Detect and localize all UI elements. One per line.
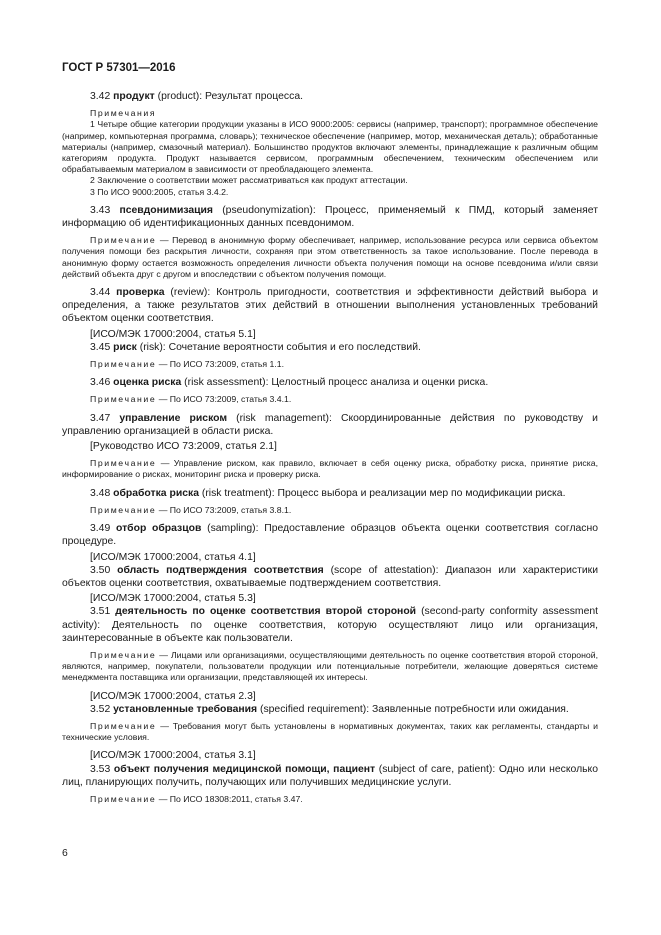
source-reference: [ИСО/МЭК 17000:2004, статья 2.3]: [90, 690, 256, 702]
term: деятельность по оценке соответствия второй стороной: [115, 606, 417, 618]
term-entry-3-46: [62, 376, 598, 389]
definition: (second-party conformity assessment activity): Деятельность по оценке соответствия, которую осуществляют лицо или организация, заинтересованные в объекте как пользователи.: [62, 606, 599, 644]
page-number: 6: [62, 848, 68, 859]
note: [62, 721, 598, 743]
entry-number: 3.48: [90, 487, 111, 499]
note: [62, 650, 598, 684]
term: управление риском: [119, 412, 228, 424]
note-label: Примечание: [90, 504, 157, 515]
note: [62, 458, 598, 480]
term-entry-3-42: [62, 90, 598, 103]
term: продукт: [113, 91, 155, 102]
term-entry-3-44: [62, 286, 598, 326]
note-text: — По ИСО 73:2009, статья 1.1.: [156, 359, 285, 370]
definition: (subject of care, patient): Одно или несколько лиц, планирующих получить, получающих или получивших медицинские услуги.: [62, 763, 598, 788]
term-entry-3-45: [62, 341, 598, 354]
source-reference: [ИСО/МЭК 17000:2004, статья 5.1]: [90, 328, 256, 340]
entry-number: 3.44: [90, 287, 111, 299]
notes-heading: Примечания: [90, 108, 157, 119]
term-entry-3-47: [62, 412, 598, 438]
note-text: — По ИСО 73:2009, статья 3.8.1.: [156, 504, 292, 515]
note: [62, 235, 598, 280]
term: область подтверждения соответствия: [117, 564, 324, 576]
definition: (risk assessment): Целостный процесс анализа и оценки риска.: [181, 377, 489, 389]
definition: (specified requirement): Заявленные потребности или ожидания.: [257, 703, 569, 715]
note-label: Примечание: [90, 458, 157, 469]
term: проверка: [116, 287, 165, 299]
term-entry-3-50: [62, 564, 598, 590]
document-body: [62, 90, 598, 811]
definition: (review): Контроль пригодности, соответствия и эффективности действий выбора и определения, а также результатов этих действий в отношении выполнения установленных требований объектом оценки соответствия.: [62, 287, 598, 325]
note-label: Примечание: [90, 394, 157, 405]
note-text: — Перевод в анонимную форму обеспечивает, например, использование ресурса или сервиса объектом получения помощи без раскрытия личности, сохраняя при этом ответственность за такое использование. После перевода в анонимную форму остается возможность определения личности объекта получения помощи на основе псевдонима и/или связи действий объекта друг с другом и впоследствии с объектом получения помощи.: [62, 235, 598, 279]
term-entry-3-49: [62, 522, 598, 548]
term: псевдонимизация: [119, 204, 213, 216]
note: [62, 394, 598, 405]
definition: (pseudonymization): Процесс, применяемый к ПМД, который заменяет информацию об идентификационных данных псевдонимом.: [62, 204, 598, 230]
note-label: Примечание: [90, 793, 157, 804]
note: [62, 505, 598, 516]
term: отбор образцов: [116, 523, 202, 535]
entry-number: 3.43: [90, 204, 111, 216]
definition: (risk management): Скоординированные действия по руководству и управлению организацией в области риска.: [62, 412, 598, 437]
note-text: — По ИСО 18308:2011, статья 3.47.: [156, 793, 303, 804]
source-reference: [ИСО/МЭК 17000:2004, статья 3.1]: [90, 750, 256, 762]
source-reference: [Руководство ИСО 73:2009, статья 2.1]: [90, 441, 277, 453]
note-text: — Требования могут быть установлены в нормативных документах, таких как регламенты, стандарты и технические условия.: [62, 720, 598, 743]
note: [62, 359, 598, 370]
term: оценка риска: [113, 377, 182, 389]
entry-number: 3.52: [90, 703, 111, 715]
term-entry-3-43: [62, 204, 598, 230]
note-item-3: 3 По ИСО 9000:2005, статья 3.4.2.: [90, 186, 229, 197]
term-entry-3-51: [62, 605, 598, 645]
note-item-2: 2 Заключение о соответствии может рассматриваться как продукт аттестации.: [90, 175, 408, 186]
note-text: — Управление риском, как правило, включает в себя оценку риска, обработку риска, принятие риска, информирование о рисках, мониторинг риска и проверку риска.: [62, 458, 598, 480]
entry-number: 3.42: [90, 91, 111, 102]
entry-number: 3.51: [90, 606, 111, 618]
term: обработка риска: [113, 487, 199, 499]
note-item-1: 1 Четыре общие категории продукции указаны в ИСО 9000:2005: сервисы (например, транспорт); программное обеспечение (например, компьютерная программа, словарь); техническое обеспечение (например, мотор, механическая деталь); обработанные материалы (например, смазочный материал). Большинство продуктов включают элементы, принадлежащие к различным общим категориям продукта. Продукт называется сервисом, программным обеспечением, техническим обеспечением или обрабатываемым материалом в зависимости от преобладающего элемента.: [62, 119, 598, 175]
source-reference: [ИСО/МЭК 17000:2004, статья 4.1]: [90, 551, 256, 563]
entry-number: 3.45: [90, 341, 111, 353]
term: риск: [113, 341, 137, 353]
definition: (risk treatment): Процесс выбора и реализации мер по модификации риска.: [198, 487, 566, 499]
term-entry-3-52: [62, 703, 598, 716]
note-label: Примечание: [90, 649, 157, 660]
entry-number: 3.49: [90, 523, 111, 535]
note-label: Примечание: [90, 359, 157, 370]
term: установленные требования: [113, 703, 258, 715]
term-entry-3-48: [62, 487, 598, 500]
note-text: — По ИСО 73:2009, статья 3.4.1.: [156, 394, 292, 405]
note-label: Примечание: [90, 235, 157, 246]
note-label: Примечание: [90, 720, 157, 731]
document-header: ГОСТ Р 57301—2016: [62, 62, 176, 74]
term: объект получения медицинской помощи, пациент: [113, 763, 376, 775]
note-text: — Лицами или организациями, осуществляющими деятельность по оценке соответствия второй стороной, являются, например, покупатели, пользователи продукции или потенциальные потребители, желающие доверяться системе менеджмента поставщика или организации, представляющей их интересы.: [62, 649, 598, 683]
entry-number: 3.47: [90, 412, 111, 424]
source-reference: [ИСО/МЭК 17000:2004, статья 5.3]: [90, 593, 256, 605]
entry-number: 3.50: [90, 564, 111, 576]
entry-number: 3.53: [90, 763, 111, 775]
entry-number: 3.46: [90, 377, 111, 389]
note: [62, 794, 598, 805]
definition: (product): Результат процесса.: [154, 91, 303, 102]
definition: (scope of attestation): Диапазон или характеристики объектов оценки соответствия, охватываемые подтверждением соответствия.: [62, 564, 598, 589]
definition: (risk): Сочетание вероятности события и его последствий.: [136, 341, 421, 353]
term-entry-3-53: [62, 763, 598, 789]
definition: (sampling): Предоставление образцов объекта оценки соответствия согласно процедуре.: [62, 523, 599, 548]
